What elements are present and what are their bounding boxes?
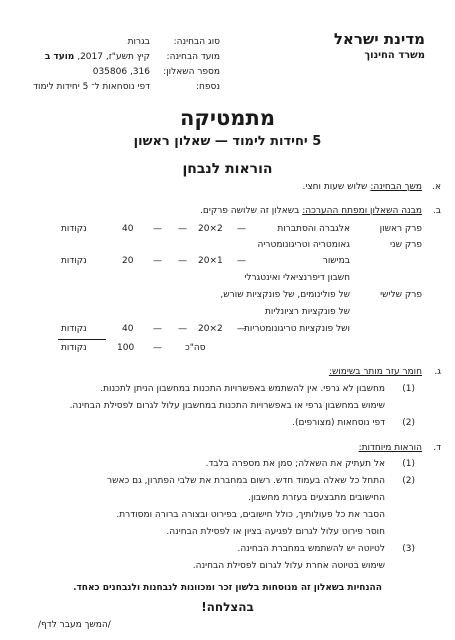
questionnaire-number-label: מספר השאלון: — [163, 67, 220, 77]
instruction-text: אל תעתיק את השאלה; סמן את מספרה בלבד. — [205, 459, 385, 469]
total-label: סה"כ — [185, 343, 206, 353]
aid-text: מחשבון לא גרפי. אין להשתמש באפשרויות התכנות במחשבון הניתן לתכנות. — [100, 384, 385, 394]
instruction-text: חוסר פירוט עלול לגרום לפגיעה בציון או לפסילת הבחינה. — [166, 527, 385, 537]
section-a-label: משך הבחינה: — [370, 182, 422, 192]
chapter-points: 40 — [122, 324, 134, 334]
instruction-text: הסבר את כל פעולותיך, כולל חישובים, בפירוט ובצורה ברורה ומסודרת. — [116, 510, 385, 520]
instruction-number: (3) — [402, 544, 415, 554]
points-unit: נקודות — [61, 256, 87, 266]
appendix-value: דפי נוסחאות ל־ 5 יחידות לימוד — [33, 82, 150, 92]
section-d-label: הוראות מיוחדות: — [358, 443, 422, 453]
exam-type-value: בגרות — [127, 37, 150, 47]
chapter-topic: חשבון דיפרנציאלי ואינטגרלי — [244, 273, 350, 283]
instruction-number: (2) — [402, 476, 415, 486]
chapter-topic: ושל פונקציות טריגונומטריות — [243, 324, 350, 334]
instruction-text: לטיוטה יש להשתמש במחברת הבחינה. — [237, 544, 385, 554]
points-unit: נקודות — [61, 343, 87, 353]
state-name: מדינת ישראל — [333, 30, 425, 48]
instruction-text: התחל כל שאלה בעמוד חדש. רשום במחברת את שלבי הפתרון, גם כאשר — [107, 476, 385, 486]
continue-note: /המשך מעבר לדף/ — [38, 620, 111, 630]
dash: — — [153, 343, 162, 353]
instruction-text: שימוש בטיוטה אחרת עלול לגרום לפסילת הבחינה. — [192, 561, 385, 571]
chapter-label: פרק שלישי — [380, 290, 422, 300]
section-a-letter: א. — [432, 182, 441, 192]
dash: — — [178, 324, 187, 334]
chapter-topic: של פונקציות רציונליות — [265, 307, 350, 317]
section-c-label: חומר עזר מותר בשימוש: — [328, 367, 422, 377]
good-luck: בהצלחה! — [201, 600, 254, 614]
chapter-label: פרק ראשון — [379, 224, 422, 234]
questionnaire-number-value: 035806 ,316 — [92, 67, 150, 77]
dash: — — [153, 256, 162, 266]
dash: — — [237, 324, 246, 334]
total-points: 100 — [117, 343, 135, 353]
chapter-points: 40 — [122, 224, 134, 234]
exam-type-label: סוג הבחינה: — [173, 37, 220, 47]
chapter-points: 20 — [122, 256, 134, 266]
aid-text: שימוש במחשבון גרפי או באפשרויות התכנות במחשבון עלול לגרום לפסילת הבחינה. — [69, 401, 385, 411]
section-a-text: שלוש שעות וחצי. — [302, 182, 368, 192]
instruction-number: (1) — [402, 459, 415, 469]
aid-number: (2) — [402, 418, 415, 428]
instruction-text: החישובים מתבצעים בעזרת מחשבון. — [248, 493, 385, 503]
chapter-topic: גאומטריה וטריגונומטריה — [257, 240, 350, 250]
points-formula: 20×2 — [198, 224, 223, 234]
exam-date-label: מועד הבחינה: — [166, 52, 220, 62]
chapter-topic: במישור — [322, 256, 350, 266]
section-b-text: בשאלון זה שלושה פרקים. — [199, 206, 300, 216]
dash: — — [153, 324, 162, 334]
points-unit: נקודות — [61, 224, 87, 234]
chapter-topic: של פולינומים, של פונקציות שורש, — [220, 290, 350, 300]
total-rule — [58, 339, 106, 340]
points-formula: 20×2 — [198, 324, 223, 334]
section-b-label: מבנה השאלון ומפתח ההערכה: — [302, 206, 422, 216]
dash: — — [178, 224, 187, 234]
exam-subtitle: 5 יחידות לימוד — שאלון ראשון — [133, 134, 322, 149]
dash: — — [178, 256, 187, 266]
chapter-label: פרק שני — [390, 240, 422, 250]
dash: — — [237, 256, 246, 266]
dash: — — [153, 224, 162, 234]
points-unit: נקודות — [61, 324, 87, 334]
appendix-label: נספח: — [196, 82, 220, 92]
aid-text: דפי נוסחאות (מצורפים). — [292, 418, 385, 428]
gender-note: ההנחיות בשאלון זה מנוסחות בלשון זכר ומכוונות לנבחנות ולנבחנים כאחד. — [73, 583, 382, 593]
section-b-line — [200, 206, 422, 216]
ministry-name: משרד החינוך — [364, 50, 425, 61]
aid-number: (1) — [402, 384, 415, 394]
section-c-letter: ג. — [434, 367, 441, 377]
instructions-title: הוראות לנבחן — [182, 161, 273, 177]
section-b-letter: ב. — [432, 206, 441, 216]
section-a-line — [302, 182, 422, 192]
exam-date-value: קיץ תשע"ז, 2017, מועד ב — [44, 52, 150, 62]
exam-title: מתמטיקה — [179, 106, 276, 130]
dash: — — [237, 224, 246, 234]
chapter-topic: אלגברה והסתברות — [277, 224, 350, 234]
section-d-letter: ד. — [433, 443, 441, 453]
points-formula: 20×1 — [198, 256, 223, 266]
